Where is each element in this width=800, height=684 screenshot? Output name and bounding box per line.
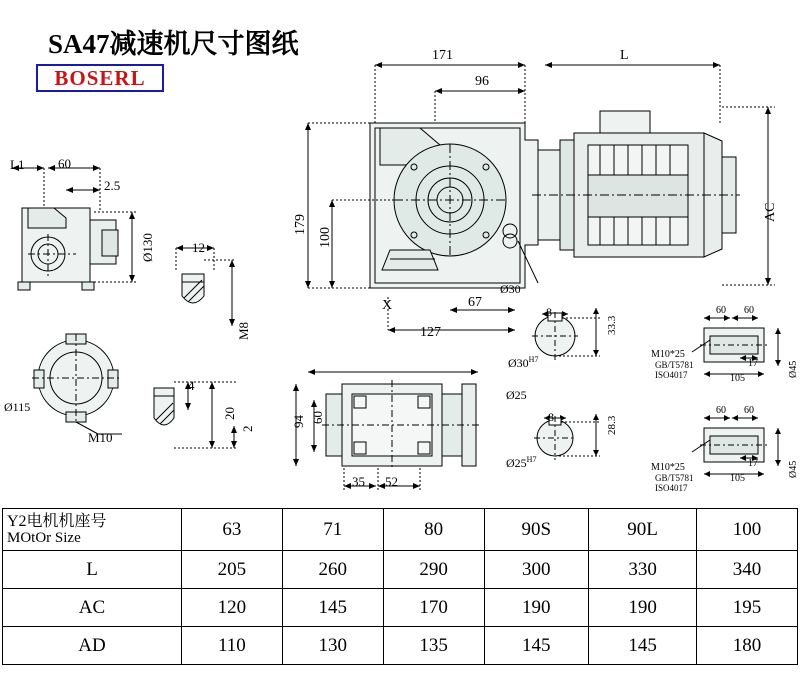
dim-179: 179: [293, 214, 308, 235]
ad-71: 130: [282, 627, 383, 665]
flange-circle-view: [14, 330, 154, 440]
flange-bottom-std1: GB/T5781: [655, 473, 694, 483]
ad-63: 110: [182, 627, 283, 665]
ac-90s: 190: [484, 589, 589, 627]
ac-100: 195: [697, 589, 798, 627]
dim-2: 2: [240, 425, 255, 432]
ad-80: 135: [383, 627, 484, 665]
l-90l: 330: [589, 551, 697, 589]
size-90s: 90S: [484, 509, 589, 551]
flange-bottom-60a: 60: [716, 405, 726, 416]
flange-bottom-60b: 60: [744, 405, 754, 416]
flange-top-105: 105: [730, 373, 745, 384]
ac-63: 120: [182, 589, 283, 627]
flange-top-d45: Ø45: [788, 360, 799, 378]
flange-bottom-d45: Ø45: [788, 460, 799, 478]
row-label-ac: AC: [3, 589, 182, 627]
dim-4: 4: [188, 378, 195, 393]
tol-h7-25: H7: [526, 455, 537, 464]
ad-90s: 145: [484, 627, 589, 665]
brand-logo-text: BOSERL: [54, 66, 146, 90]
dim-d130: Ø130: [140, 233, 155, 262]
table-row: [3, 589, 798, 627]
dim-d25-h7: [506, 455, 536, 471]
flange-top-std2: ISO4017: [655, 370, 688, 380]
dim-d25-h7-value: Ø25: [506, 456, 527, 470]
key-detail-m8: [170, 230, 280, 340]
dim-2-5: 2.5: [104, 178, 121, 193]
dim-100: 100: [318, 227, 333, 248]
dim-d25: Ø25: [506, 388, 527, 402]
motor-size-header-cn: Y2电机机座号: [7, 512, 107, 530]
dim-60-left: 60: [58, 156, 71, 171]
dim-X: X: [382, 298, 393, 313]
size-71: 71: [282, 509, 383, 551]
dim-96: 96: [475, 74, 489, 89]
size-63: 63: [182, 509, 283, 551]
dim-12: 12: [192, 240, 205, 255]
flange-top-60a: 60: [716, 305, 726, 316]
size-90l: 90L: [589, 509, 697, 551]
ac-80: 170: [383, 589, 484, 627]
motor-size-header-en: MOtOr Size: [7, 529, 81, 546]
ac-71: 145: [282, 589, 383, 627]
dim-d30-main: Ø30: [500, 282, 521, 296]
table-row: [3, 627, 798, 665]
row-label-ad: AD: [3, 627, 182, 665]
dim-60-plan: 60: [310, 411, 325, 424]
ad-100: 180: [697, 627, 798, 665]
l-63: 205: [182, 551, 283, 589]
table-header-row: [3, 509, 798, 551]
size-80: 80: [383, 509, 484, 551]
flange-bottom-105: 105: [730, 473, 745, 484]
dim-L-main: L: [620, 48, 629, 63]
motor-size-header: [3, 509, 182, 551]
flange-top-17: 17: [748, 358, 758, 369]
dim-8-lower: 8: [548, 410, 554, 424]
dim-35: 35: [352, 474, 365, 489]
flange-bottom-17: 17: [748, 458, 758, 469]
flange-top-std1: GB/T5781: [655, 360, 694, 370]
dim-94: 94: [291, 415, 306, 428]
ad-90l: 145: [589, 627, 697, 665]
dim-M10-left: M10: [88, 430, 113, 445]
size-100: 100: [697, 509, 798, 551]
dim-33-3: 33.3: [606, 315, 618, 335]
dim-52: 52: [385, 474, 398, 489]
dim-171: 171: [432, 48, 453, 63]
l-100: 340: [697, 551, 798, 589]
dim-d115: Ø115: [4, 400, 31, 414]
flange-bottom-std2: ISO4017: [655, 483, 688, 493]
ac-90l: 190: [589, 589, 697, 627]
spec-table: [2, 508, 798, 665]
dim-M8: M8: [236, 321, 251, 340]
brand-logo: [36, 64, 164, 92]
dim-d30-h7-value: Ø30: [508, 356, 529, 370]
row-label-l: L: [3, 551, 182, 589]
table-row: [3, 551, 798, 589]
dim-AC: AC: [763, 202, 778, 222]
flange-top-bolt: M10*25: [651, 349, 685, 360]
dim-28-3: 28.3: [606, 415, 618, 435]
dim-67: 67: [468, 295, 482, 310]
l-71: 260: [282, 551, 383, 589]
shaft-section-25: [520, 400, 630, 475]
dim-L1: L1: [10, 157, 25, 172]
dim-d30-h7: [508, 355, 538, 371]
page-title: SA47减速机尺寸图纸: [48, 29, 299, 59]
dim-127: 127: [420, 325, 441, 340]
dim-20: 20: [222, 407, 237, 420]
l-90s: 300: [484, 551, 589, 589]
tol-h7-30: H7: [528, 355, 539, 364]
flange-top-60b: 60: [744, 305, 754, 316]
dim-8-upper: 8: [546, 305, 552, 319]
flange-bottom-bolt: M10*25: [651, 462, 685, 473]
l-80: 290: [383, 551, 484, 589]
